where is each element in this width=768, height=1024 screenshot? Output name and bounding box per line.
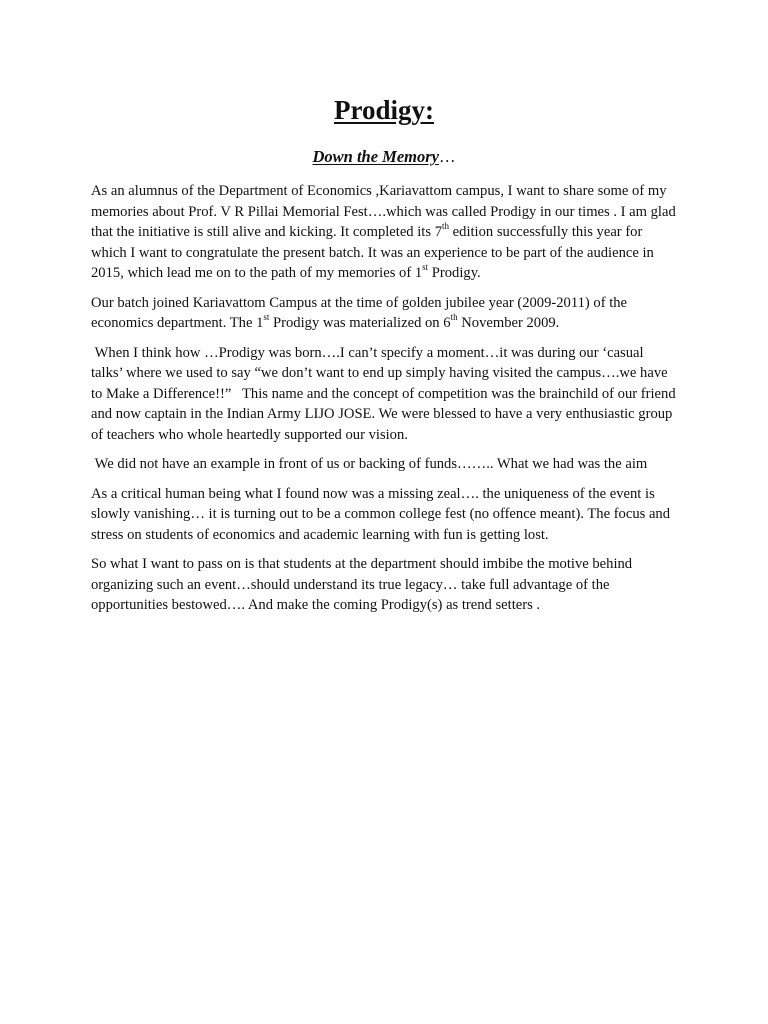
page-title: Prodigy:: [334, 95, 434, 125]
superscript: th: [442, 221, 450, 232]
text-run: Prodigy was materialized on 6: [269, 315, 451, 331]
text-run: As a critical human being what I found now was a missing zeal…. the uniqueness of the event is slowly vanishing… it is turning out to be a common college fest (no offence meant). The focus and stress on students of economics and academic learning with fun is getting lost.: [91, 485, 674, 543]
paragraph: [91, 484, 677, 546]
text-run: As an alumnus of the Department of Economics ,Kariavattom campus, I want to share some of my memories about Prof. V R Pillai Memorial Fest….which was called Prodigy in our times . I am glad that the initiative is still alive and kicking. It completed its 7: [91, 183, 680, 240]
text-run: When I think how …Prodigy was born….I can’t specify a moment…it was during our ‘casual talks’ where we used to say “we don’t want to end up simply having visited the campus….we have to Make a Difference!!” This name and the concept of competition was the brainchild of our friend and now captain in the Indian Army LIJO JOSE. We were blessed to have a very enthusiastic group of teachers who whole heartedly supported our vision.: [91, 344, 680, 443]
page-subtitle: [0, 145, 768, 169]
superscript: th: [450, 312, 458, 323]
paragraph: [91, 554, 677, 616]
subtitle-text: Down the Memory: [312, 147, 439, 166]
text-run: November 2009.: [457, 315, 560, 331]
superscript: st: [263, 312, 270, 323]
paragraph: [91, 343, 680, 446]
text-run: Prodigy.: [428, 265, 481, 281]
body-text: [91, 181, 680, 625]
text-run: So what I want to pass on is that students at the department should imbibe the motive behind organizing such an event…should understand its true legacy… take full advantage of the opportunities bestowed…. And make the coming Prodigy(s) as trend setters .: [91, 556, 636, 613]
paragraph: [91, 454, 677, 475]
paragraph: [91, 181, 680, 284]
subtitle-ellipsis: …: [439, 147, 456, 166]
paragraph: [91, 293, 677, 334]
superscript: st: [422, 262, 429, 273]
text-run: edition successfully this year for which I want to congratulate the present batch. It was an experience to be part of the audience in 2015, which lead me on to the path of my memories of 1: [91, 224, 658, 281]
text-run: Our batch joined Kariavattom Campus at the time of golden jubilee year (2009-2011) of the economics department. The 1: [91, 294, 631, 331]
text-run: We did not have an example in front of us or backing of funds…….. What we had was the aim: [91, 456, 648, 472]
